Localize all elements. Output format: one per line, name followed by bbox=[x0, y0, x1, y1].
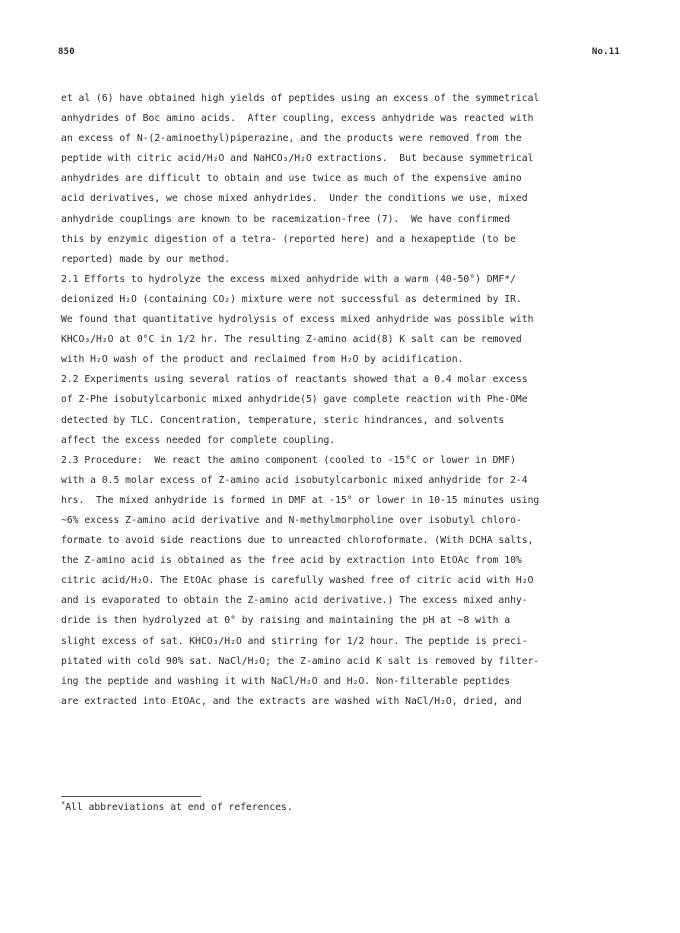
text-line: of Z-Phe isobutylcarbonic mixed anhydride(5) gave complete reaction with Phe-OMe bbox=[61, 394, 528, 406]
text-line: hrs. The mixed anhydride is formed in DMF at -15° or lower in 10-15 minutes using bbox=[61, 494, 540, 506]
text-line: slight excess of sat. KHCO₃/H₂O and stirring for 1/2 hour. The peptide is preci- bbox=[61, 635, 528, 647]
footnote bbox=[61, 794, 293, 818]
text-line: are extracted into EtOAc, and the extracts are washed with NaCl/H₂O, dried, and bbox=[61, 695, 522, 707]
text-line: 2.2 Experiments using several ratios of reactants showed that a 0.4 molar excess bbox=[61, 374, 528, 386]
text-line: formate to avoid side reactions due to unreacted chloroformate. (With DCHA salts, bbox=[61, 535, 534, 547]
text-line: ing the peptide and washing it with NaCl/H₂O and H₂O. Non-filterable peptides bbox=[61, 675, 511, 687]
text-line: an excess of N-(2-aminoethyl)piperazine, and the products were removed from the bbox=[61, 133, 522, 145]
text-line: this by enzymic digestion of a tetra- (reported here) and a hexapeptide (to be bbox=[61, 233, 516, 245]
text-line: detected by TLC. Concentration, temperature, steric hindrances, and solvents bbox=[61, 414, 505, 426]
text-line: citric acid/H₂O. The EtOAc phase is carefully washed free of citric acid with H₂O bbox=[61, 575, 534, 587]
text-line: affect the excess needed for complete coupling. bbox=[61, 434, 336, 446]
text-line: We found that quantitative hydrolysis of excess mixed anhydride was possible with bbox=[61, 314, 534, 326]
text-line: reported) made by our method. bbox=[61, 253, 231, 265]
text-line: with a 0.5 molar excess of Z-amino acid isobutylcarbonic mixed anhydride for 2-4 bbox=[61, 474, 528, 486]
page-number: 850 bbox=[58, 47, 75, 57]
text-line: the Z-amino acid is obtained as the free acid by extraction into EtOAc from 10% bbox=[61, 555, 522, 567]
issue-number: No.11 bbox=[591, 47, 620, 57]
text-line: anhydride couplings are known to be racemization-free (7). We have confirmed bbox=[61, 213, 511, 225]
body-text bbox=[61, 89, 631, 712]
text-line: deionized H₂O (containing CO₂) mixture were not successful as determined by IR. bbox=[61, 293, 522, 305]
text-line: ~6% excess Z-amino acid derivative and N-methylmorpholine over isobutyl chloro- bbox=[61, 514, 522, 526]
text-line: dride is then hydrolyzed at 0° by raising and maintaining the pH at ~8 with a bbox=[61, 615, 511, 627]
text-line: et al (6) have obtained high yields of peptides using an excess of the symmetrical bbox=[61, 93, 540, 104]
text-line: pitated with cold 90% sat. NaCl/H₂O; the Z-amino acid K salt is removed by filter- bbox=[61, 655, 540, 667]
footnote-marker: * bbox=[61, 800, 66, 808]
text-line: 2.1 Efforts to hydrolyze the excess mixed anhydride with a warm (40-50°) DMF*/ bbox=[61, 273, 516, 285]
footnote-text: All abbreviations at end of references. bbox=[65, 802, 293, 813]
text-line: peptide with citric acid/H₂O and NaHCO₃/H₂O extractions. But because symmetrical bbox=[61, 153, 534, 165]
text-line: acid derivatives, we chose mixed anhydrides. Under the conditions we use, mixed bbox=[61, 193, 528, 205]
text-line: KHCO₃/H₂O at 0°C in 1/2 hr. The resulting Z-amino acid(8) K salt can be removed bbox=[61, 334, 522, 346]
text-line: and is evaporated to obtain the Z-amino acid derivative.) The excess mixed anhy- bbox=[61, 595, 528, 607]
page-header bbox=[52, 47, 628, 63]
text-line: anhydrides are difficult to obtain and use twice as much of the expensive amino bbox=[61, 173, 522, 185]
text-line: anhydrides of Boc amino acids. After coupling, excess anhydride was reacted with bbox=[61, 113, 534, 125]
text-line: with H₂O wash of the product and reclaimed from H₂O by acidification. bbox=[61, 354, 464, 366]
text-line: 2.3 Procedure: We react the amino component (cooled to -15°C or lower in DMF) bbox=[61, 454, 516, 466]
